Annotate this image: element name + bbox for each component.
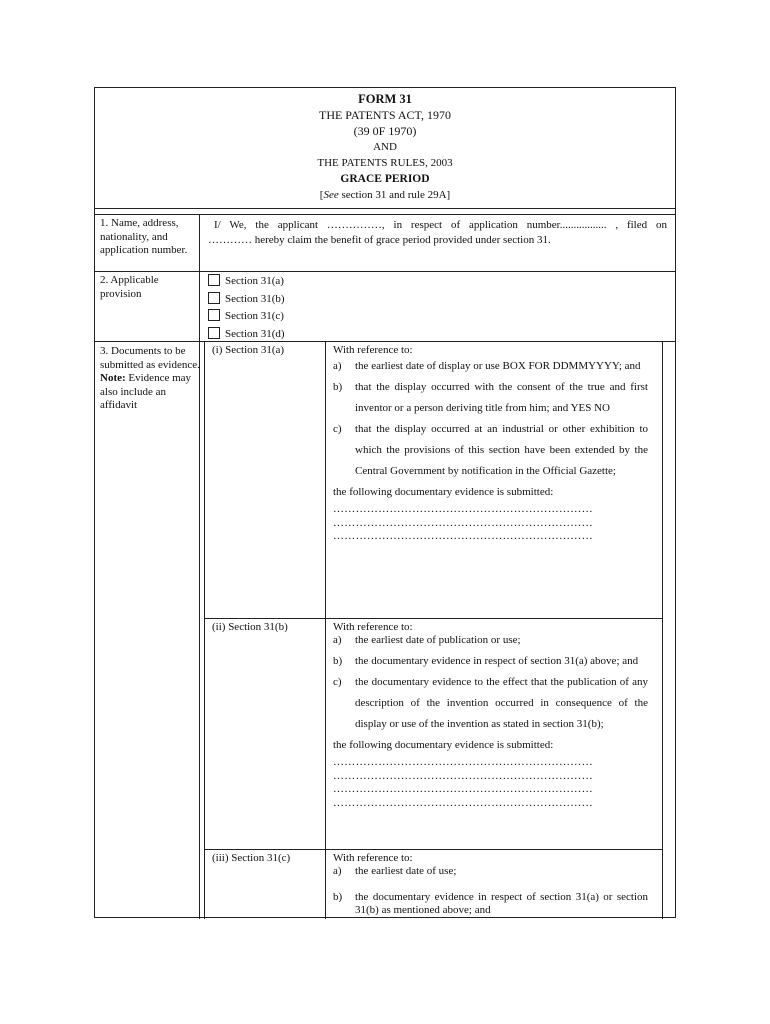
form-title: GRACE PERIOD: [340, 173, 430, 185]
section-31a-heading: (i) Section 31(a): [212, 344, 285, 356]
list-marker: b): [333, 655, 343, 667]
list-item: [333, 651, 648, 672]
row-documents: [95, 342, 675, 919]
applicant-line-2: ………… hereby claim the benefit of grace period provided under section 31.: [208, 234, 551, 246]
form-frame: [94, 87, 676, 918]
documents-label-text: 3. Documents to be submitted as evidence.: [100, 345, 200, 371]
section-31b-block: [205, 619, 662, 850]
checkbox-31c[interactable]: [208, 309, 220, 321]
list-marker: b): [333, 891, 343, 903]
section-31c-heading: (iii) Section 31(c): [212, 852, 291, 864]
list-marker: a): [333, 634, 342, 646]
section-31c-intro: With reference to:: [333, 852, 413, 864]
act-title: THE PATENTS ACT, 1970: [318, 108, 451, 122]
row-applicant: [95, 214, 675, 272]
see-reference: [95, 187, 675, 203]
section-31a-body: [333, 344, 648, 544]
act-number: (39 0F 1970): [353, 124, 417, 138]
list-item: [333, 633, 648, 647]
option-31c-label: Section 31(c): [225, 310, 284, 322]
section-31b-heading: (ii) Section 31(b): [212, 621, 288, 633]
provision-options: [208, 273, 285, 343]
provision-label: 2. Applicable provision: [100, 274, 159, 300]
section-31c-body: [333, 852, 648, 917]
evidence-line[interactable]: ……………………………………………………………: [333, 503, 593, 515]
list-item: [333, 891, 648, 917]
option-31d[interactable]: [208, 326, 285, 344]
list-text: the earliest date of display or use BOX FOR DDMMYYYY; and: [355, 360, 641, 372]
applicant-statement: [208, 218, 667, 248]
list-item: [333, 865, 648, 878]
list-text: the documentary evidence in respect of section 31(a) or section 31(b) as mentioned above; and: [355, 891, 648, 916]
section-31b-body: [333, 621, 648, 810]
option-31b-label: Section 31(b): [225, 292, 285, 305]
list-marker: a): [333, 360, 342, 372]
list-text: the documentary evidence in respect of section 31(a) above; and: [355, 655, 639, 667]
form-header: [95, 88, 675, 209]
note-label: Note:: [100, 372, 126, 384]
list-item: [333, 356, 648, 377]
section-31c-block: [205, 850, 662, 919]
see-italic: See: [323, 189, 339, 201]
evidence-line[interactable]: ……………………………………………………………: [333, 783, 593, 795]
list-marker: c): [333, 676, 342, 688]
and-text: AND: [373, 141, 397, 153]
list-marker: a): [333, 865, 342, 877]
list-item: [333, 419, 648, 482]
list-item: [333, 672, 648, 735]
list-marker: c): [333, 423, 342, 435]
see-prefix: [: [319, 189, 324, 201]
list-text: that the display occurred with the consent of the true and first inventor or a person deriving title from him; and YES NO: [355, 381, 648, 414]
evidence-line[interactable]: ……………………………………………………………: [333, 756, 593, 768]
section-divider: [325, 850, 326, 919]
evidence-line[interactable]: ……………………………………………………………: [333, 516, 593, 529]
form-number: FORM 31: [358, 92, 412, 106]
evidence-line[interactable]: ……………………………………………………………: [333, 769, 593, 782]
section-31b-intro: With reference to:: [333, 621, 413, 633]
list-item: [333, 377, 648, 419]
option-31a-label: Section 31(a): [225, 275, 284, 287]
documents-label: [100, 345, 200, 413]
note-text: Evidence may also include an affidavit: [100, 372, 192, 411]
row-provision: [95, 272, 675, 342]
evidence-line[interactable]: ……………………………………………………………: [333, 530, 593, 542]
evidence-prompt: the following documentary evidence is submitted:: [333, 486, 554, 498]
section-31a-block: [205, 342, 662, 619]
option-31c[interactable]: [208, 308, 285, 326]
checkbox-31d[interactable]: [208, 327, 220, 339]
option-31a[interactable]: [208, 273, 285, 291]
option-31d-label: Section 31(d): [225, 327, 285, 340]
section-31a-intro: With reference to:: [333, 344, 413, 356]
list-marker: b): [333, 381, 343, 393]
list-text: the earliest date of publication or use;: [355, 634, 521, 646]
section-divider: [325, 619, 326, 849]
applicant-line-1: I/ We, the applicant ……………, in respect of application number................. , filed on: [214, 219, 667, 231]
checkbox-31b[interactable]: [208, 292, 220, 304]
evidence-prompt: the following documentary evidence is submitted:: [333, 739, 554, 751]
list-text: the earliest date of use;: [355, 865, 457, 877]
evidence-line[interactable]: ……………………………………………………………: [333, 796, 593, 809]
option-31b[interactable]: [208, 291, 285, 309]
list-text: that the display occurred at an industrial or other exhibition to which the provisions of this section have been extended by the Central Government by notification in the Official Gazette;: [355, 423, 648, 477]
checkbox-31a[interactable]: [208, 274, 220, 286]
section-divider: [325, 342, 326, 618]
list-text: the documentary evidence to the effect that the publication of any description of the invention occurred in consequence of the display or use of the invention as stated in section 31(b);: [355, 676, 648, 730]
documents-table: [204, 342, 663, 919]
see-rest: section 31 and rule 29A]: [338, 189, 451, 201]
applicant-label: 1. Name, address, nationality, and application number.: [100, 217, 188, 256]
rules-title: THE PATENTS RULES, 2003: [317, 157, 453, 169]
